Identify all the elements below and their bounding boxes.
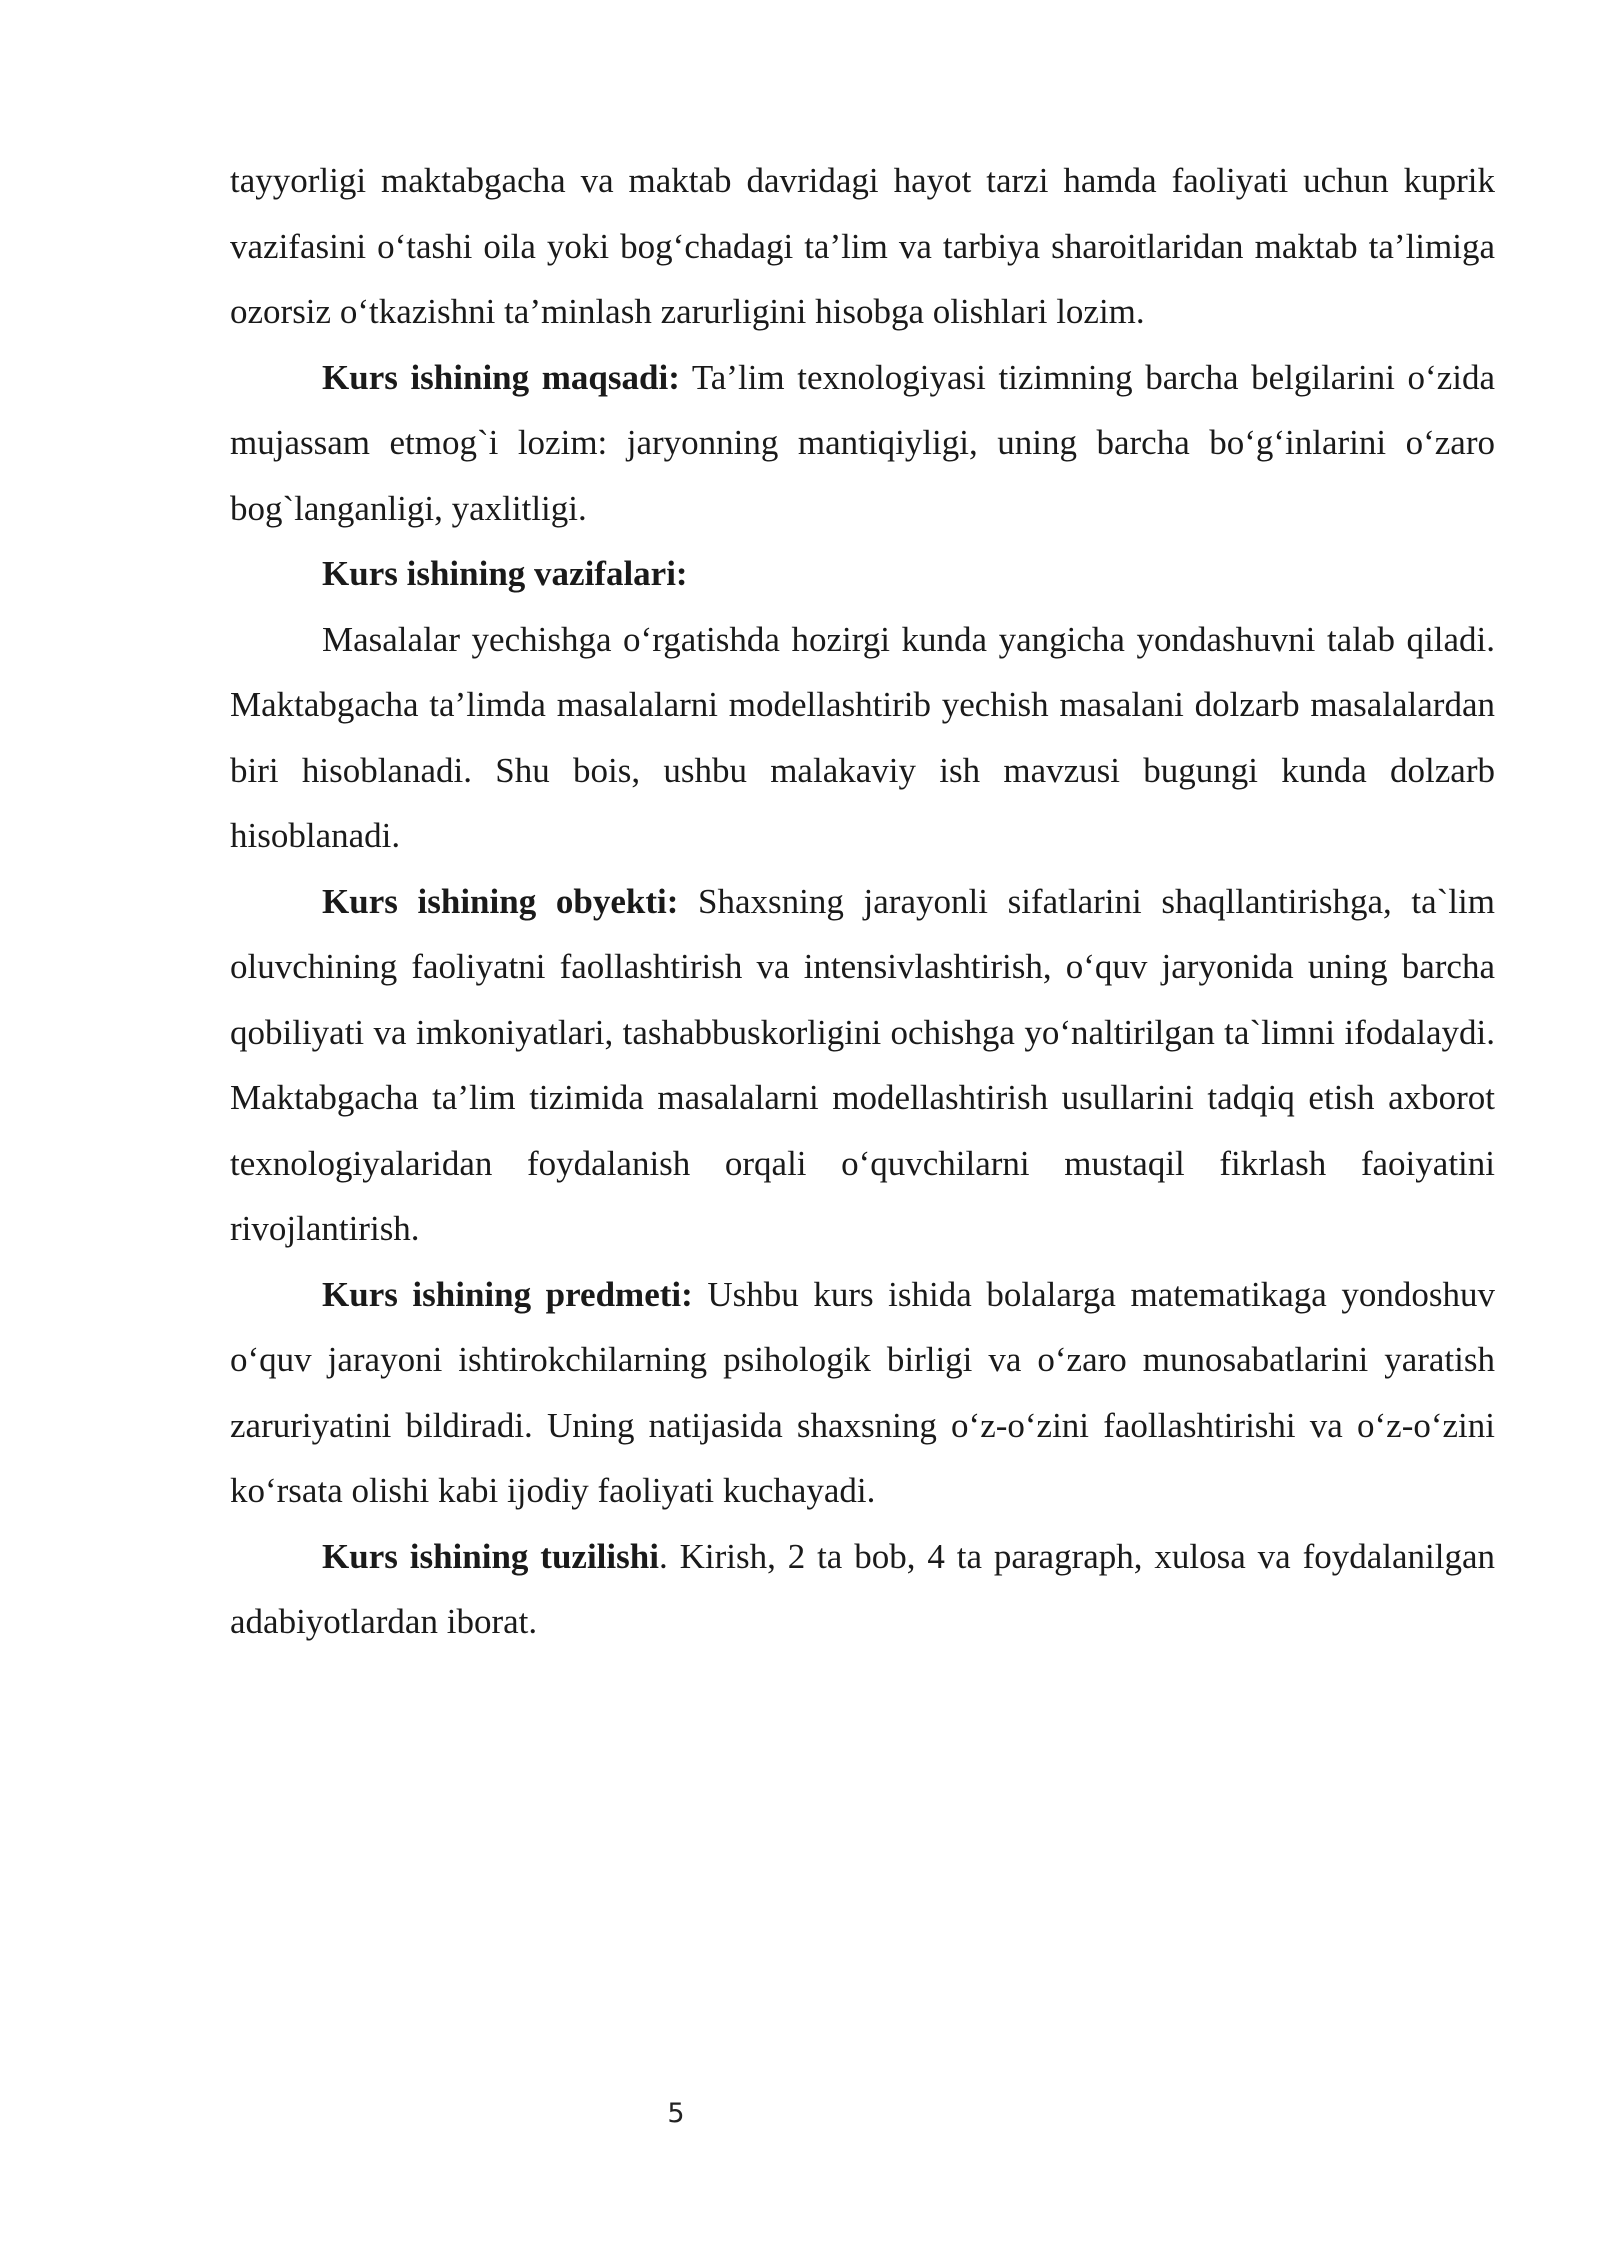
paragraph-intro: tayyorligi maktabgacha va maktab davridagi hayot tarzi hamda faoliyati uchun kuprik vazifasini o‘tashi oila yoki bog‘chadagi ta’lim va tarbiya sharoitlaridan maktab ta’limiga ozorsiz o‘tkazishni ta’minlash zarurligini hisobga olishlari lozim.	[230, 161, 1495, 331]
heading-tuzilishi: Kurs ishining tuzilishi	[322, 1536, 659, 1576]
heading-vazifalari: Kurs ishining vazifalari:	[322, 554, 688, 593]
text-tuzilishi: . Kirish, 2 ta bob, 4 ta paragraph, xulosa va foydalanilgan adabiyotlardan iborat.	[230, 1536, 1496, 1641]
text-obyekti: Shaxsning jarayonli sifatlarini shaqllantirishga, ta`lim oluvchining faoliyatni faollashtirish va intensivlashtirish, o‘quv jaryonida uning barcha qobiliyati va imkoniyatlari, tashabbuskorligini ochishga yo‘naltirilgan ta`limni ifodalaydi. Maktabgacha ta’lim tizimida masalalarni modellashtirish usullarini tadqiq etish axborot texnologiyalaridan foydalanish orqali o‘quvchilarni mustaqil fikrlash faoiyatini rivojlantirish.	[230, 881, 1495, 1248]
paragraph-vazifalari: Masalalar yechishga o‘rgatishda hozirgi kunda yangicha yondashuvni talab qiladi. Maktabgacha ta’limda masalalarni modellashtirib yechish masalani dolzarb masalalardan biri hisoblanadi. Shu bois, ushbu malakaviy ish mavzusi bugungi kunda dolzarb hisoblanadi.	[230, 619, 1495, 855]
text-maqsadi: Ta’lim texnologiyasi tizimning barcha belgilarini o‘zida mujassam etmog`i lozim: jaryonning mantiqiyligi, uning barcha bo‘g‘inlarini o‘zaro bog`langanligi, yaxlitligi.	[230, 357, 1495, 528]
heading-predmeti: Kurs ishining predmeti:	[322, 1274, 693, 1314]
text-predmeti: Ushbu kurs ishida bolalarga matematikaga yondoshuv o‘quv jarayoni ishtirokchilarning psihologik birligi va o‘zaro munosabatlarini yaratish zaruriyatini bildiradi. Uning natijasida shaxsning o‘z-o‘zini faollashtirishi va o‘z-o‘zini ko‘rsata olishi kabi ijodiy faoliyati kuchayadi.	[230, 1274, 1495, 1510]
document-body	[230, 148, 1495, 1655]
paragraph-predmeti	[230, 1262, 1495, 1524]
heading-maqsadi: Kurs ishining maqsadi:	[322, 357, 680, 397]
paragraph-obyekti	[230, 869, 1495, 1262]
paragraph-tuzilishi	[230, 1524, 1495, 1655]
page-number: 5	[667, 2098, 685, 2129]
heading-obyekti: Kurs ishining obyekti:	[322, 881, 679, 921]
paragraph-maqsadi	[230, 345, 1495, 542]
